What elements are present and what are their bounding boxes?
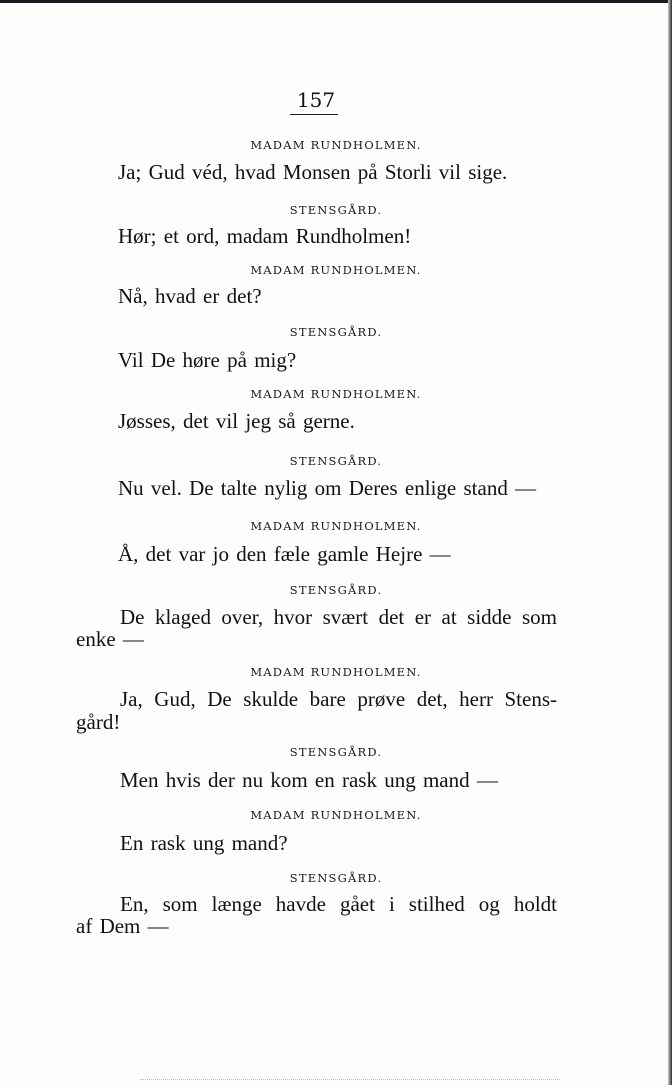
speaker-name: MADAM RUNDHOLMEN.	[250, 263, 422, 277]
speaker-name: STENSGÅRD.	[289, 203, 383, 217]
dialogue-line: Nå, hvad er det?	[118, 284, 262, 308]
page-number-rule	[290, 114, 338, 115]
dialogue-line: De klaged over, hvor svært det er at sidde som	[120, 605, 557, 629]
speaker-name: MADAM RUNDHOLMEN.	[250, 808, 422, 822]
page-number: 157	[296, 88, 336, 112]
dialogue-line: Nu vel. De talte nylig om Deres enlige stand —	[118, 476, 537, 500]
dialogue-line: enke —	[76, 627, 144, 651]
dialogue-line: Vil De høre på mig?	[118, 348, 297, 372]
dialogue-line: af Dem —	[76, 914, 169, 938]
page-bottom-edge	[140, 1079, 560, 1081]
speaker-name: STENSGÅRD.	[289, 325, 383, 339]
page-top-edge	[0, 0, 672, 3]
dialogue-line: gård!	[76, 710, 121, 734]
speaker-name: MADAM RUNDHOLMEN.	[250, 665, 422, 679]
speaker-name: MADAM RUNDHOLMEN.	[250, 519, 422, 533]
speaker-name: STENSGÅRD.	[289, 745, 383, 759]
speaker-name: STENSGÅRD.	[289, 583, 383, 597]
speaker-name: MADAM RUNDHOLMEN.	[250, 138, 422, 152]
dialogue-line: En rask ung mand?	[120, 831, 288, 855]
dialogue-line: Men hvis der nu kom en rask ung mand —	[120, 768, 498, 792]
dialogue-line: En, som længe havde gået i stilhed og holdt	[120, 892, 557, 916]
dialogue-line: Ja, Gud, De skulde bare prøve det, herr Stens-	[120, 687, 557, 711]
speaker-name: STENSGÅRD.	[289, 454, 383, 468]
dialogue-line: Hør; et ord, madam Rundholmen!	[118, 224, 412, 248]
dialogue-line: Å, det var jo den fæle gamle Hejre —	[118, 542, 451, 566]
dialogue-line: Ja; Gud véd, hvad Monsen på Storli vil sige.	[118, 160, 508, 184]
speaker-name: MADAM RUNDHOLMEN.	[250, 387, 422, 401]
page-right-edge	[668, 0, 672, 1085]
speaker-name: STENSGÅRD.	[289, 871, 383, 885]
dialogue-line: Jøsses, det vil jeg så gerne.	[118, 409, 355, 433]
